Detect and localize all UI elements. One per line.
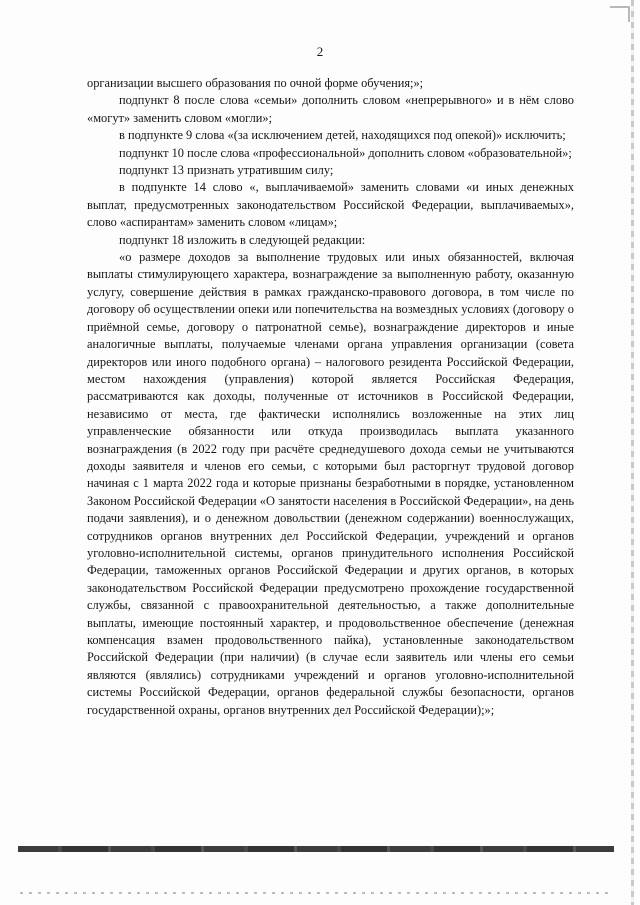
paragraph: подпункт 18 изложить в следующей редакции: bbox=[119, 232, 366, 247]
paragraph: в подпункте 9 слова «(за исключением детей, находящихся под опекой)» исключить; bbox=[119, 128, 566, 143]
page-number: 2 bbox=[316, 44, 324, 59]
paragraph: подпункт 13 признать утратившим силу; bbox=[119, 163, 334, 178]
scan-bottom-dots bbox=[20, 892, 610, 894]
scan-corner-mark bbox=[610, 6, 630, 22]
scan-bottom-bar bbox=[18, 846, 614, 852]
paragraph: подпункт 8 после слова «семьи» дополнить словом «непрерывного» и в нём слово «могут» заменить словом «могли»; bbox=[87, 93, 574, 125]
document-body bbox=[87, 75, 574, 719]
paragraph: в подпункте 14 слово «, выплачиваемой» заменить словами «и иных денежных выплат, предусмотренных законодательством Российской Федерации, выплачиваемых», слово «аспирантам» заменить словом «лицам»; bbox=[87, 180, 574, 230]
scan-edge-shadow bbox=[631, 0, 634, 905]
paragraph: подпункт 10 после слова «профессиональной» дополнить словом «образовательной»; bbox=[119, 145, 572, 160]
paragraph: организации высшего образования по очной форме обучения;»; bbox=[87, 76, 424, 90]
paragraph: «о размере доходов за выполнение трудовых или иных обязанностей, включая выплаты стимулирующего характера, вознаграждение за выполненную работу, оказанную услугу, совершение действия в рамках гражданско-правового договора, в том числе по договору об осуществлении опеки или попечительства на возмездных условиях (договору о приёмной семье, договору о патронатной семье), вознаграждение директоров и иные аналогичные выплаты, получаемые членами органа управления организации (совета директоров или иного подобного органа) – налогового резидента Российской Федерации, местом нахождения (управления) которой является Российская Федерация, рассматриваются как доходы, полученные от источников в Российской Федерации, независимо от места, где фактически исполнялись возложенные на этих лиц управленческие обязанности или откуда производилась выплата указанного вознаграждения (в 2022 году при расчёте среднедушевого дохода семьи не учитываются доходы заявителя и членов его семьи, с которыми был расторгнут трудовой договор начиная с 1 марта 2022 года и которые признаны безработными в порядке, установленном Законом Российской Федерации «О занятости населения в Российской Федерации», на день подачи заявления), и о денежном довольствии (денежном содержании) военнослужащих, сотрудников органов внутренних дел Российской Федерации, учреждений и органов уголовно-исполнительной системы, органов принудительного исполнения Российской Федерации, таможенных органов Российской Федерации и других органов, в которых законодательством Российской Федерации предусмотрено прохождение государственной службы, связанной с правоохранительной деятельностью, а также дополнительные выплаты, имеющие постоянный характер, и продовольственное обеспечение (денежная компенсация взамен продовольственного пайка), установленные законодательством Российской Федерации (при наличии) (в случае если заявитель или члены его семьи являются (являлись) сотрудниками учреждений и органов уголовно-исполнительной системы Российской Федерации, органов федеральной службы безопасности, органов государственной охраны, органов внутренних дел Российской Федерации);»; bbox=[87, 250, 574, 717]
